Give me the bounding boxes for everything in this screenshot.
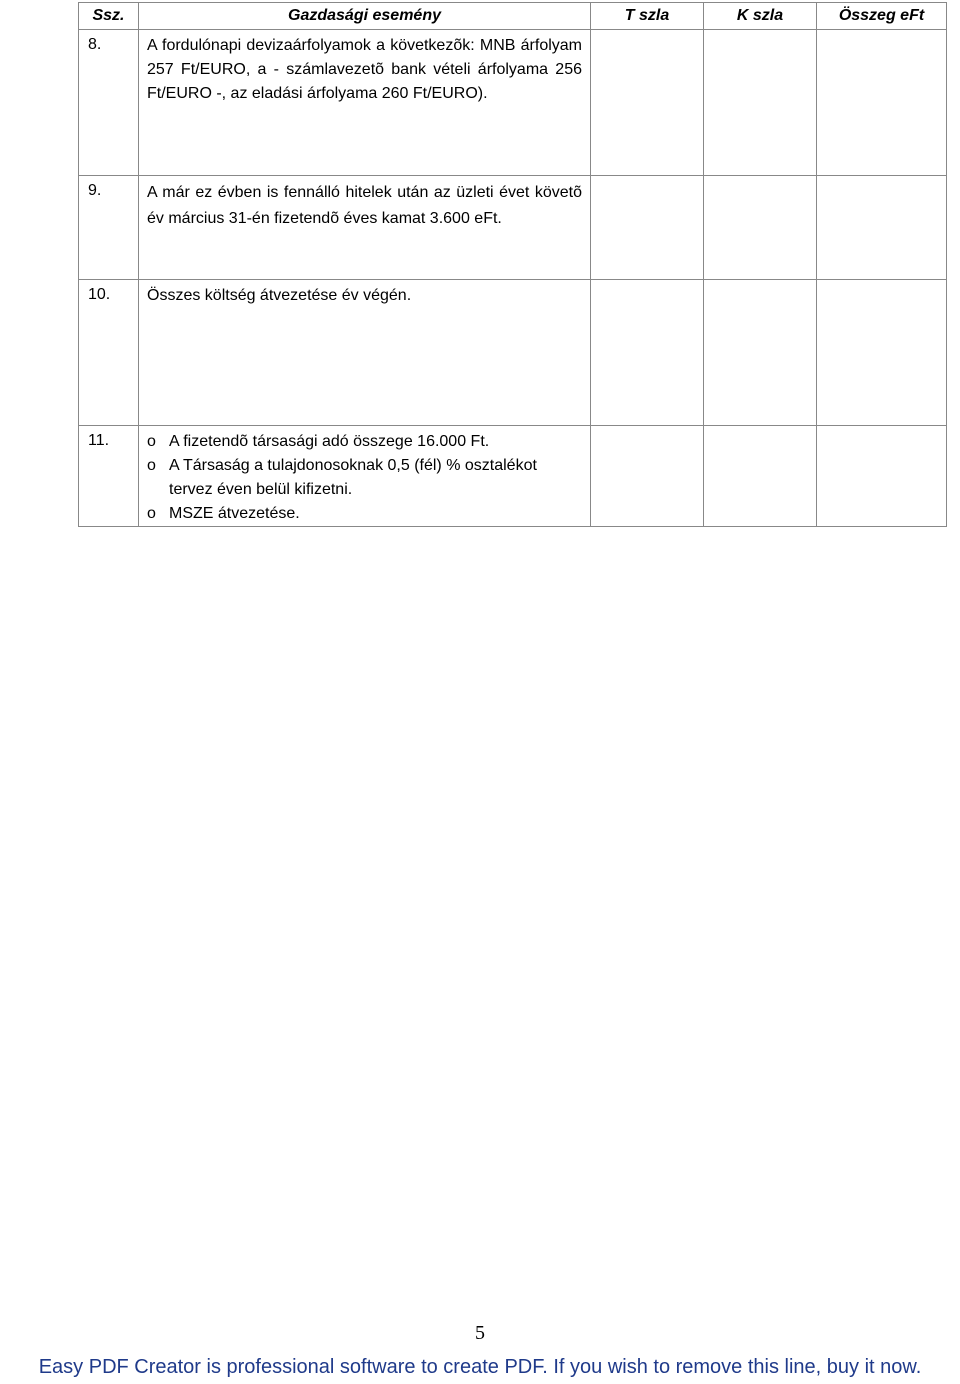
- row-description: Összes költség átvezetése év végén.: [139, 280, 591, 426]
- bullet-item: [147, 502, 582, 526]
- table-row: [79, 426, 947, 527]
- bullet-mark: o: [147, 505, 156, 522]
- header-k-szla: K szla: [704, 3, 817, 30]
- header-row: [79, 3, 947, 30]
- t-szla-cell: [591, 176, 704, 280]
- header-t-szla: T szla: [591, 3, 704, 30]
- row-number: 8.: [79, 30, 139, 176]
- bullet-text: A fizetendõ társasági adó összege 16.000 Ft.: [169, 433, 490, 450]
- amount-cell: [817, 426, 947, 527]
- k-szla-cell: [704, 30, 817, 176]
- bullet-mark: [147, 478, 169, 502]
- row-description: A fordulónapi devizaárfolyamok a következõk: MNB árfolyam 257 Ft/EURO, a - számlavezetõ bank vételi árfolyama 256 Ft/EURO -, az eladási árfolyama 260 Ft/EURO).: [139, 30, 591, 176]
- t-szla-cell: [591, 30, 704, 176]
- amount-cell: [817, 30, 947, 176]
- bullet-continuation: [147, 478, 582, 502]
- header-amount: Összeg eFt: [817, 3, 947, 30]
- bullet-text: A Társaság a tulajdonosoknak 0,5 (fél) % osztalékot: [169, 457, 537, 474]
- k-szla-cell: [704, 176, 817, 280]
- ledger-table: [78, 2, 947, 527]
- bullet-item: [147, 430, 582, 454]
- row-description: A már ez évben is fennálló hitelek után az üzleti évet követõ év március 31-én fizetendõ éves kamat 3.600 eFt.: [139, 176, 591, 280]
- header-event: Gazdasági esemény: [139, 3, 591, 30]
- amount-cell: [817, 176, 947, 280]
- t-szla-cell: [591, 426, 704, 527]
- amount-cell: [817, 280, 947, 426]
- bullet-mark: o: [147, 433, 156, 450]
- table-row: [79, 176, 947, 280]
- bullet-mark: o: [147, 457, 156, 474]
- row-description: [139, 426, 591, 527]
- bullet-text: MSZE átvezetése.: [169, 505, 300, 522]
- k-szla-cell: [704, 426, 817, 527]
- k-szla-cell: [704, 280, 817, 426]
- row-number: 9.: [79, 176, 139, 280]
- t-szla-cell: [591, 280, 704, 426]
- page-number: 5: [475, 1322, 485, 1344]
- row-number: 10.: [79, 280, 139, 426]
- row-number: 11.: [79, 426, 139, 527]
- footer-watermark-text: Easy PDF Creator is professional software to create PDF. If you wish to remove this line, buy it now.: [38, 1356, 922, 1378]
- bullet-item: [147, 454, 582, 478]
- header-ssz: Ssz.: [79, 3, 139, 30]
- bullet-text: tervez éven belül kifizetni.: [169, 481, 353, 498]
- table-row: [79, 30, 947, 176]
- table-row: [79, 280, 947, 426]
